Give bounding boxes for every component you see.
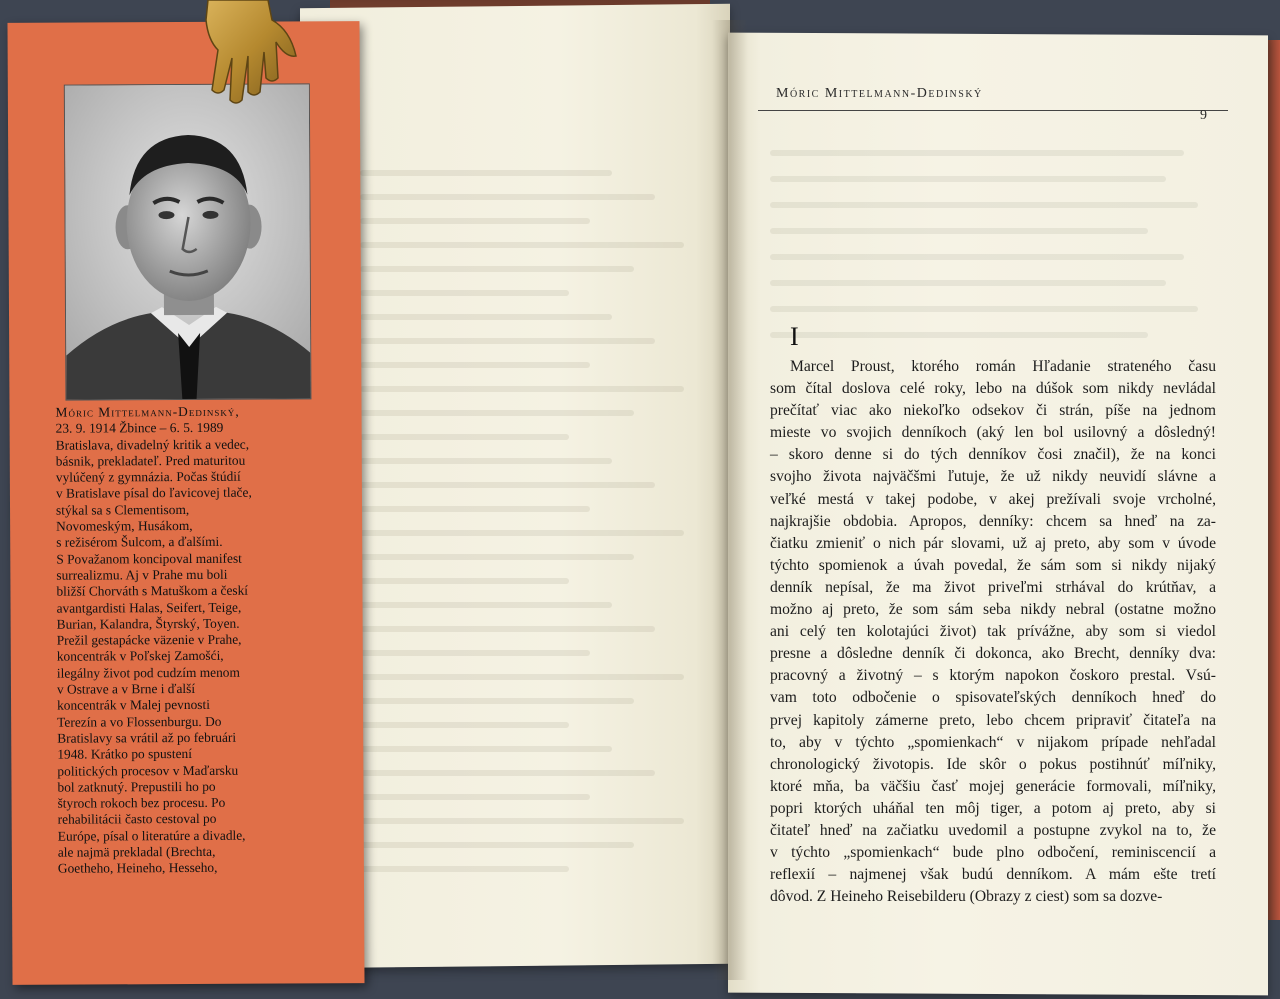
body-text-line: pracovný a životný – s ktorým napokon čoskoro prestal. Vsú- [770, 667, 1216, 685]
bio-line: s režisérom Šulcom, a ďalšími. [56, 534, 223, 551]
bio-line: štyroch rokoch bez procesu. Po [57, 794, 226, 811]
show-through-line [360, 698, 634, 704]
bio-line: Bratislavy sa vrátil až po februári [57, 729, 237, 746]
bio-line: Bratislava, divadelný kritik a vedec, [55, 436, 250, 453]
body-text-line: dôvod. Z Heineho Reisebilderu (Obrazy z ciest) som sa dozve- [770, 888, 1163, 906]
body-text-line: chronologický životopis. Ide skôr o pokus postihnúť míľniky, [770, 755, 1216, 773]
author-portrait-photo [64, 83, 312, 400]
show-through-line [360, 770, 655, 776]
body-text-line: v týchto „spomienkach“ bude plno odbočení, reminiscencií a [770, 844, 1216, 862]
body-text-line: to, aby v týchto „spomienkach“ v nijakom prípade nehľadal [770, 733, 1216, 751]
show-through-line [770, 254, 1184, 260]
body-text-line: mieste vo svojich denníkoch (aký len bol usilovný a dôsledný! [770, 424, 1216, 442]
show-through-line [770, 228, 1148, 234]
body-text-line: ktoré mňa, ba väčšiu časť mojej generácie formovali, míľniky, [770, 777, 1216, 795]
show-through-line [360, 530, 684, 536]
show-through-line [360, 506, 590, 512]
body-text-line: čiatku zmieniť o nich pár slovami, už aj preto, aby som v úvode [770, 534, 1216, 552]
running-head-rule [758, 110, 1228, 111]
show-through-line [360, 866, 569, 872]
bio-line: v Ostrave a v Brne i ďalší [56, 681, 196, 697]
show-through-line [360, 674, 684, 680]
bio-line: koncentrák v Malej pevnosti [57, 697, 210, 714]
show-through-line [360, 458, 612, 464]
bio-line: Goetheho, Heineho, Hesseho, [57, 860, 218, 876]
bio-line: koncentrák v Poľskej Zamošći, [56, 648, 224, 665]
show-through-line [360, 842, 634, 848]
bio-line: Burian, Kalandra, Štyrský, Toyen. [56, 615, 240, 632]
portrait-icon [65, 84, 312, 400]
body-text-line: – skoro denne si do tých denníkov čosi značil), že na konci [770, 446, 1216, 464]
body-text-line: vam toto odbočenie o spisovateľských denníkoch hneď do [770, 689, 1216, 707]
bio-line: S Považanom koncipoval manifest [56, 550, 242, 567]
chapter-number: I [790, 322, 799, 351]
body-text-line: čitateľ hneď na začiatku uvedomil a postupne zvykol na to, že [770, 821, 1216, 839]
show-through-line [360, 242, 684, 248]
show-through-line [360, 170, 612, 176]
show-through-line [360, 578, 569, 584]
bio-line: bližší Chorváth s Matuškom a českí [56, 582, 249, 599]
show-through-line [360, 626, 655, 632]
show-through-line [360, 554, 634, 560]
body-text-line: týchto spomienok a úvah povedal, že sám som si nikdy nijaký [770, 556, 1216, 574]
show-through-line [360, 386, 684, 392]
show-through-line [360, 194, 655, 200]
bio-line: Terezín a vo Flossenburgu. Do [57, 713, 222, 730]
bio-line: surrealizmu. Aj v Prahe mu boli [56, 566, 228, 583]
body-text-line: prvej kapitoly zámerne preto, lebo chcem pripraviť čitateľa na [770, 711, 1216, 729]
show-through-line [360, 482, 655, 488]
body-text-line: svojho života najväčšmi ľutuje, že už nikdy neuvidí slávne a [770, 468, 1216, 486]
bio-line: v Bratislave písal do ľavicovej tlače, [55, 485, 252, 502]
show-through-line [770, 306, 1198, 312]
bio-line: 1948. Krátko po spustení [57, 746, 192, 762]
bio-line: ilegálny život pod cudzím menom [56, 664, 240, 681]
show-through-line [360, 746, 612, 752]
show-through-line [360, 410, 634, 416]
author-biography [55, 403, 327, 877]
body-text-line: veľké mestá v takej podobe, v akej prežívali svoje vrcholné, [770, 490, 1216, 508]
bio-line: vylúčený z gymnázia. Počas štúdií [55, 468, 241, 485]
show-through-line [360, 434, 569, 440]
bio-line: básnik, prekladateľ. Pred maturitou [55, 452, 246, 469]
bio-line: Novomeským, Husákom, [56, 518, 193, 534]
show-through-line [360, 290, 569, 296]
show-through-line [360, 362, 590, 368]
show-through-line [770, 280, 1166, 286]
bio-line: Prežil gestapácke väzenie v Prahe, [56, 631, 242, 648]
bio-line: Európe, písal o literatúre a divadle, [57, 827, 246, 844]
show-through-line [770, 176, 1166, 182]
bio-line: politických procesov v Maďarsku [57, 762, 239, 779]
show-through-line [360, 602, 612, 608]
body-text-line: ani celý ten kolotajúci život) tak prívážne, aby som si viedol [770, 623, 1216, 641]
show-through-line [360, 794, 590, 800]
body-text-line: reflexií – najmenej však budú denníkom. A mám ešte tretí [770, 866, 1216, 884]
show-through-line [360, 314, 612, 320]
author-name: Móric Mittelmann-Dedinský, [55, 403, 240, 420]
bio-line: bol zatknutý. Prepustili ho po [57, 778, 216, 795]
body-text-line: Marcel Proust, ktorého román Hľadanie strateného času [790, 358, 1216, 375]
show-through-line [360, 722, 569, 728]
body-text-line: som čítal doslova celé roky, lebo na dúšok som nikdy nevládal [770, 380, 1216, 398]
show-through-line [360, 338, 655, 344]
brass-hand-bookmark-clip-icon [168, 0, 308, 110]
page-number: 9 [1200, 108, 1207, 123]
show-through-line [360, 650, 590, 656]
body-text-line: presne a dôsledne denník či dokonca, ako Brecht, denníky dva: [770, 645, 1216, 663]
show-through-line [770, 202, 1198, 208]
book-cover-right-edge [1268, 40, 1280, 920]
body-text-line: popri ktorých uháňal ten môj tiger, a potom aj preto, aby si [770, 799, 1216, 817]
bio-line: 23. 9. 1914 Žbince – 6. 5. 1989 [55, 420, 224, 436]
page-body-text [770, 356, 1216, 908]
running-head: Móric Mittelmann-Dedinský [776, 86, 983, 101]
show-through-line [770, 332, 1148, 338]
left-page-show-through [360, 170, 720, 890]
body-text-line: najkrajšie obdobia. Apropos, denníky: chcem sa hneď na za- [770, 512, 1216, 530]
bio-line: ale najmä prekladal (Brechta, [57, 843, 216, 860]
bio-line: stýkal sa s Clementisom, [55, 501, 190, 518]
show-through-line [360, 218, 590, 224]
bio-line: rehabilitácii často cestoval po [57, 811, 217, 828]
book-gutter-shadow [712, 20, 748, 980]
body-text-line: možno aj preto, že som sám seba nikdy nebral (ostatne možno [770, 601, 1216, 619]
right-page-show-through [770, 150, 1220, 358]
bio-line: avantgardisti Halas, Seifert, Teige, [56, 599, 242, 616]
body-text-line: prečítať viac ako niekoľko odsekov či strán, píše na jednom [770, 402, 1216, 420]
show-through-line [360, 818, 684, 824]
show-through-line [770, 150, 1184, 156]
orange-bookmark [7, 21, 364, 985]
body-text-line: denník nepísal, že ma život priveľmi strhával do krútňav, a [770, 578, 1216, 596]
show-through-line [360, 266, 634, 272]
